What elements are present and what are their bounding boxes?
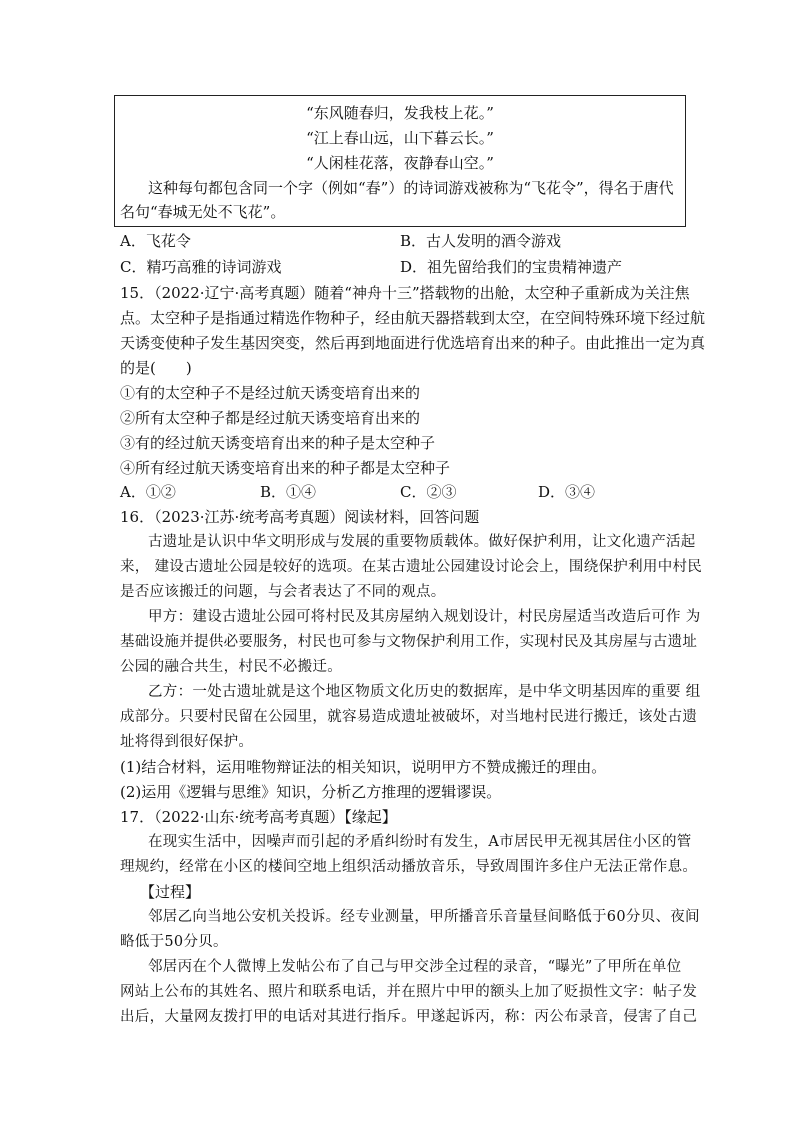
q15-stem-2: 点。太空种子是指通过精选作物种子，经由航天器搭载到太空，在空间特殊环境下经过航: [120, 309, 706, 327]
q17-para1-line2: 理规约，经常在小区的楼间空地上组织活动播放音乐，导致周围许多住户无法正常作息。: [120, 859, 698, 875]
q15-option-d: D．③④: [538, 483, 596, 501]
q14-option-a: A．飞花令: [120, 232, 191, 250]
q14-option-b: B．古人发明的酒令游戏: [400, 232, 562, 250]
q15-statement-2: ②所有太空种子都是经过航天诱变培育出来的: [120, 409, 421, 427]
poem-desc-2: 名句“春城无处不飞花”。: [120, 203, 286, 221]
q14-option-c: C．精巧高雅的诗词游戏: [120, 258, 282, 276]
q17-para3-line1: 邻居丙在个人微博上发帖公布了自己与甲交涉全过程的录音，“曝光”了甲所在单位: [148, 959, 682, 975]
q17-para2-line1: 邻居乙向当地公安机关投诉。经专业测量，甲所播音乐音量昼间略低于60分贝、夜间: [148, 909, 700, 925]
q16-para3-line1: 乙方：一处古遗址就是这个地区物质文化历史的数据库，是中华文明基因库的重要 组: [148, 684, 701, 700]
poem-line-3: “人闲桂花落，夜静春山空。”: [306, 154, 494, 172]
q16-para1-line2: 来， 建设古遗址公园是较好的选项。在某古遗址公园建设讨论会上，围绕保护利用中村民: [120, 559, 703, 575]
q15-option-c: C．②③: [400, 483, 457, 501]
poem-desc-1: 这种每句都包含同一个字（例如“春”）的诗词游戏被称为“飞花令”，得名于唐代: [148, 179, 674, 197]
q17-heading-process: 【过程】: [140, 883, 201, 901]
q16-para2-line2: 基础设施并提供必要服务，村民也可参与文物保护利用工作，实现村民及其房屋与古遗址: [120, 634, 698, 650]
q16-para1-line1: 古遗址是认识中华文明形成与发展的重要物质载体。做好保护利用，让文化遗产活起: [148, 534, 696, 550]
q16-para3-line3: 址将得到很好保护。: [120, 734, 254, 750]
q15-statement-1: ①有的太空种子不是经过航天诱变培育出来的: [120, 384, 421, 402]
q14-option-d: D．祖先留给我们的宝贵精神遗产: [400, 258, 623, 276]
q16-para2-line1: 甲方：建设古遗址公园可将村民及其房屋纳入规划设计，村民房屋适当改造后可作 为: [148, 609, 701, 625]
q16-stem: 16．（2023·江苏·统考高考真题）阅读材料，回答问题: [120, 508, 480, 526]
q15-statement-3: ③有的经过航天诱变培育出来的种子是太空种子: [120, 434, 436, 452]
q17-para3-line3: 出后，大量网友拨打甲的电话对其进行指斥。甲遂起诉丙，称：丙公布录音，侵害了自己: [120, 1009, 698, 1025]
q15-stem-1: 15．（2022·辽宁·高考真题）随着“神舟十三”搭载物的出舱，太空种子重新成为关注焦: [120, 284, 690, 302]
q16-para3-line2: 成部分。只要村民留在公园里，就容易造成遗址被破坏，对当地村民进行搬迁，该处古遗: [120, 709, 698, 725]
q16-subquestion-2: (2)运用《逻辑与思维》知识，分析乙方推理的逻辑谬误。: [120, 783, 502, 801]
q17-para2-line2: 略低于50分贝。: [120, 934, 228, 950]
q17-para1-line1: 在现实生活中，因噪声而引起的矛盾纠纷时有发生，A市居民甲无视其居住小区的管: [148, 834, 692, 850]
q15-statement-4: ④所有经过航天诱变培育出来的种子都是太空种子: [120, 459, 451, 477]
q16-subquestion-1: (1)结合材料，运用唯物辩证法的相关知识，说明甲方不赞成搬迁的理由。: [120, 758, 607, 776]
poem-line-2: “江上春山远，山下暮云长。”: [306, 129, 494, 147]
q17-para3-line2: 网站上公布的其姓名、照片和联系电话，并在照片中甲的额头上加了贬损性文字：帖子发: [120, 984, 698, 1000]
q15-option-b: B．①④: [260, 483, 317, 501]
q16-para2-line3: 公园的融合共生，村民不必搬迁。: [120, 659, 342, 675]
q15-stem-4: 的是( ): [120, 359, 192, 377]
q15-option-a: A．①②: [120, 483, 176, 501]
q15-stem-3: 天诱变使种子发生基因突变，然后再到地面进行优选培育出来的种子。由此推出一定为真: [120, 334, 706, 352]
q17-stem: 17．（2022·山东·统考高考真题）【缘起】: [120, 808, 397, 826]
q16-para1-line3: 是否应该搬迁的问题，与会者表达了不同的观点。: [120, 584, 446, 600]
poem-line-1: “东风随春归，发我枝上花。”: [306, 104, 494, 122]
